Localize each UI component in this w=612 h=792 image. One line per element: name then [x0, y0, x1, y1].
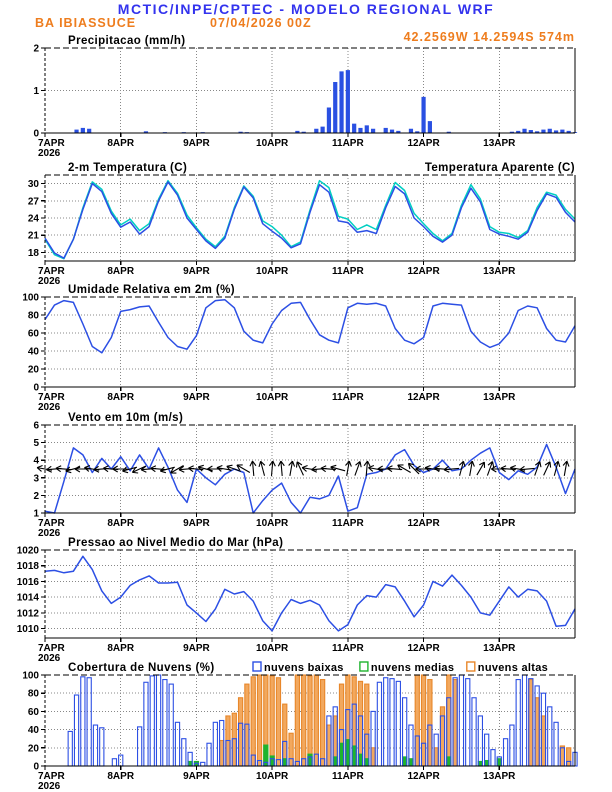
svg-text:10APR: 10APR	[256, 643, 289, 654]
svg-text:0: 0	[33, 382, 39, 394]
svg-text:7APR: 7APR	[38, 771, 65, 782]
svg-text:12APR: 12APR	[407, 392, 440, 403]
cloud-bars-nuvens-altas	[220, 675, 571, 766]
coordinates-label: 42.2569W 14.2594S 574m	[403, 30, 575, 44]
svg-text:1020: 1020	[16, 545, 39, 557]
svg-text:24: 24	[27, 213, 39, 225]
svg-text:1012: 1012	[16, 608, 39, 620]
svg-text:2026: 2026	[38, 148, 61, 159]
panel-title-precipitation: Precipitacao (mm/h)	[68, 35, 186, 47]
svg-text:4: 4	[33, 455, 39, 467]
svg-text:7APR: 7APR	[38, 392, 65, 403]
svg-text:11APR: 11APR	[332, 138, 364, 149]
svg-text:20: 20	[27, 364, 39, 376]
svg-text:8APR: 8APR	[107, 643, 135, 654]
svg-text:13APR: 13APR	[483, 518, 516, 529]
svg-text:11APR: 11APR	[332, 266, 364, 277]
series-temperatura-aparente-c-	[45, 181, 575, 259]
legend-label-nuvens-baixas: nuvens baixas	[264, 662, 344, 674]
svg-text:10APR: 10APR	[256, 266, 289, 277]
svg-text:2: 2	[33, 43, 39, 55]
svg-text:80: 80	[27, 688, 39, 700]
svg-text:12APR: 12APR	[407, 518, 440, 529]
cloud-legend	[253, 662, 548, 674]
panel-title-humidity: Umidade Relativa em 2m (%)	[68, 284, 235, 296]
svg-text:11APR: 11APR	[332, 771, 364, 782]
svg-text:20: 20	[27, 743, 39, 755]
svg-text:13APR: 13APR	[483, 643, 516, 654]
gridlines	[45, 48, 575, 133]
precipitation-bars	[74, 70, 577, 133]
svg-text:1: 1	[33, 508, 39, 520]
svg-text:60: 60	[27, 328, 39, 340]
svg-text:40: 40	[27, 346, 39, 358]
svg-text:2026: 2026	[38, 653, 61, 664]
panel-temperature	[28, 162, 575, 287]
svg-text:2: 2	[33, 490, 39, 502]
svg-text:10APR: 10APR	[256, 138, 289, 149]
panel-humidity	[22, 284, 575, 413]
x-axis	[38, 387, 516, 413]
svg-text:10APR: 10APR	[256, 771, 289, 782]
svg-text:8APR: 8APR	[107, 518, 135, 529]
svg-text:0: 0	[33, 761, 39, 773]
svg-text:100: 100	[22, 670, 39, 682]
series-2-m-temperatura-c-	[45, 182, 575, 258]
svg-text:8APR: 8APR	[107, 138, 135, 149]
svg-text:8APR: 8APR	[107, 392, 135, 403]
svg-text:13APR: 13APR	[483, 771, 516, 782]
svg-text:2026: 2026	[38, 781, 61, 792]
x-axis	[38, 513, 516, 539]
y-axis	[22, 671, 45, 773]
plot-frame	[45, 550, 575, 638]
series-umidade-relativa-em-2m-	[45, 300, 575, 353]
svg-text:1014: 1014	[16, 592, 39, 604]
svg-text:8APR: 8APR	[107, 771, 135, 782]
svg-text:7APR: 7APR	[38, 518, 65, 529]
station-label: BA IBIASSUCE	[35, 16, 137, 30]
panel-precipitation	[33, 35, 577, 159]
panel-title-wind: Vento em 10m (m/s)	[68, 412, 184, 424]
svg-text:60: 60	[27, 706, 39, 718]
y-axis	[22, 293, 45, 394]
svg-text:80: 80	[27, 310, 39, 322]
svg-text:9APR: 9APR	[183, 138, 210, 149]
x-axis	[38, 638, 516, 664]
svg-text:21: 21	[27, 230, 39, 242]
svg-text:7APR: 7APR	[38, 266, 65, 277]
svg-text:1018: 1018	[16, 561, 39, 573]
svg-text:13APR: 13APR	[483, 266, 516, 277]
series-vento-em-10m-m-s-	[45, 444, 575, 513]
svg-text:7APR: 7APR	[38, 643, 65, 654]
svg-text:13APR: 13APR	[483, 138, 516, 149]
legend-label-nuvens-altas: nuvens altas	[477, 662, 549, 674]
svg-text:27: 27	[27, 196, 39, 208]
svg-text:9APR: 9APR	[183, 771, 210, 782]
svg-text:9APR: 9APR	[183, 392, 210, 403]
x-axis	[38, 766, 516, 792]
svg-text:100: 100	[22, 292, 39, 304]
x-axis	[38, 133, 516, 159]
svg-text:2026: 2026	[38, 528, 61, 539]
run-datetime-label: 07/04/2026 00Z	[210, 16, 312, 30]
panel-right-title-temperature: Temperatura Aparente (C)	[424, 162, 575, 174]
svg-text:2026: 2026	[38, 276, 61, 287]
svg-text:12APR: 12APR	[407, 138, 440, 149]
panel-wind	[33, 412, 575, 539]
svg-text:13APR: 13APR	[483, 392, 516, 403]
svg-text:8APR: 8APR	[107, 266, 135, 277]
y-axis	[28, 179, 45, 259]
svg-text:30: 30	[27, 179, 39, 191]
legend-label-nuvens-medias: nuvens medias	[370, 662, 455, 674]
panel-pressure	[17, 537, 575, 664]
svg-text:9APR: 9APR	[183, 266, 210, 277]
svg-text:12APR: 12APR	[407, 643, 440, 654]
svg-text:1016: 1016	[16, 576, 39, 588]
gridlines	[45, 175, 575, 261]
svg-text:10APR: 10APR	[256, 392, 289, 403]
panel-title-clouds: Cobertura de Nuvens (%)	[68, 662, 215, 674]
svg-text:11APR: 11APR	[332, 643, 364, 654]
svg-text:12APR: 12APR	[407, 266, 440, 277]
svg-text:9APR: 9APR	[183, 643, 210, 654]
svg-text:0: 0	[33, 128, 39, 140]
svg-text:1: 1	[33, 86, 39, 97]
panel-title-temperature: 2-m Temperatura (C)	[68, 162, 188, 174]
y-axis	[17, 546, 45, 636]
series-pressao-ao-nivel-medio-do-mar-hpa-	[45, 556, 575, 631]
panel-clouds	[22, 662, 577, 792]
svg-text:40: 40	[27, 725, 39, 737]
svg-text:11APR: 11APR	[332, 392, 364, 403]
y-axis	[33, 44, 45, 140]
app-title: MCTIC/INPE/CPTEC - MODELO REGIONAL WRF	[117, 1, 495, 17]
gridlines	[45, 550, 575, 638]
svg-text:18: 18	[27, 247, 39, 259]
svg-text:6: 6	[33, 420, 39, 432]
svg-text:11APR: 11APR	[332, 518, 364, 529]
svg-text:12APR: 12APR	[407, 771, 440, 782]
panel-title-pressure: Pressao ao Nivel Medio do Mar (hPa)	[68, 537, 284, 549]
svg-text:2026: 2026	[38, 402, 61, 413]
svg-text:3: 3	[33, 473, 39, 485]
svg-text:5: 5	[33, 438, 39, 450]
svg-text:10APR: 10APR	[256, 518, 289, 529]
svg-text:1010: 1010	[16, 624, 39, 636]
svg-text:7APR: 7APR	[38, 138, 65, 149]
svg-text:9APR: 9APR	[183, 518, 210, 529]
